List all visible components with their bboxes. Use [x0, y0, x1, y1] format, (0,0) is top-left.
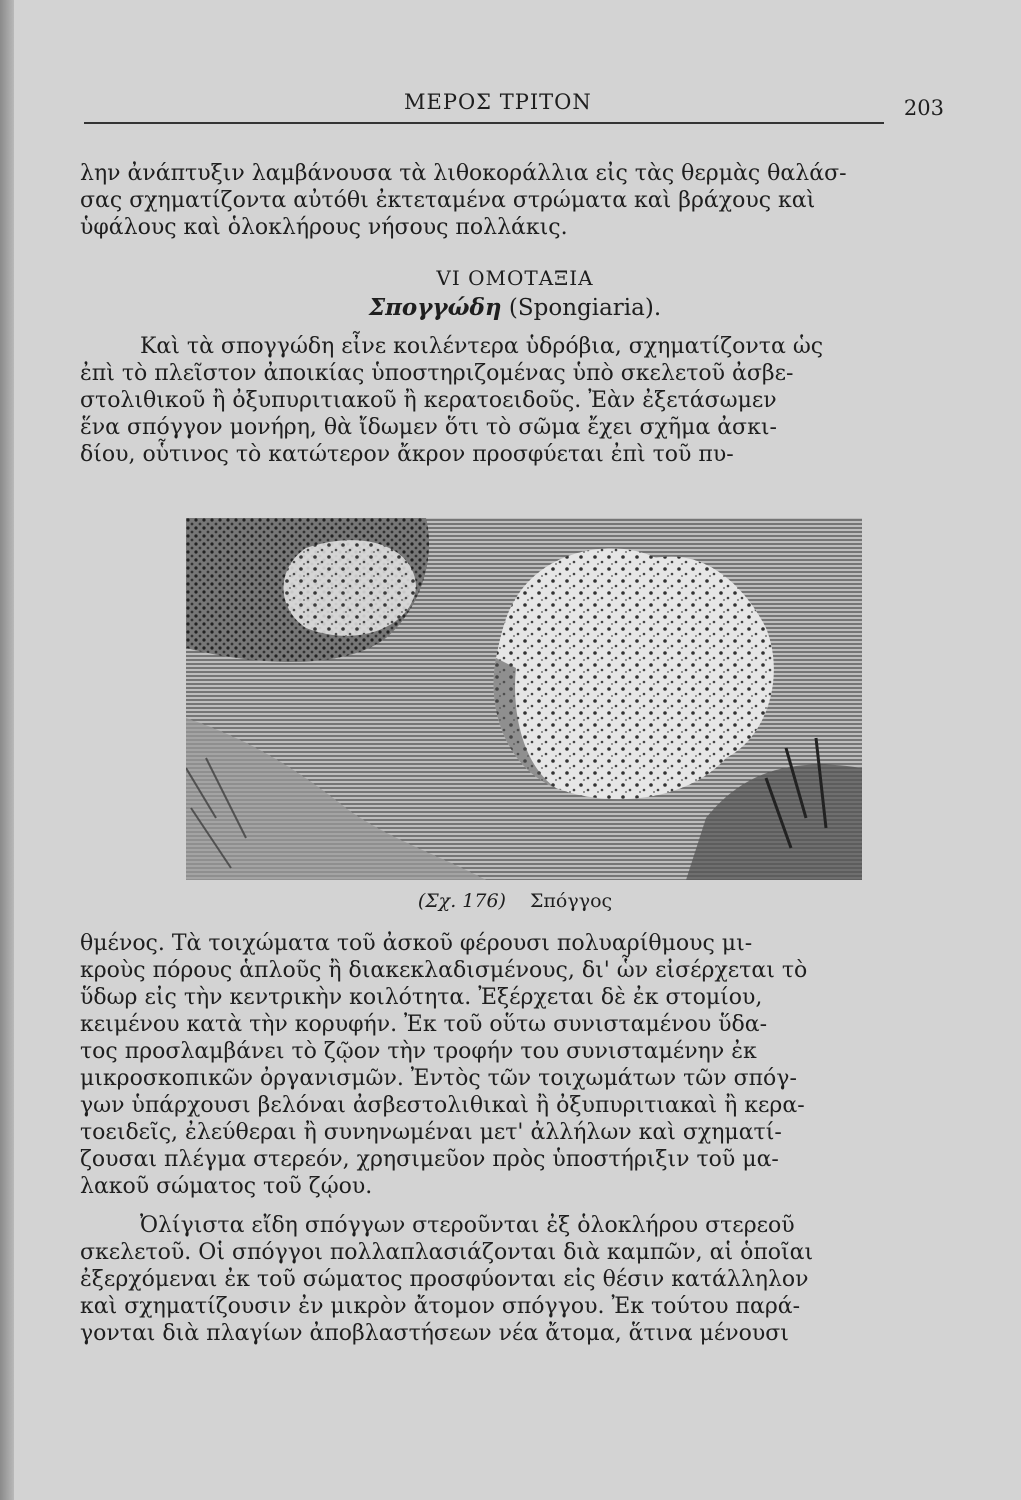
text-line: σας σχηματίζοντα αὐτόθι ἐκτεταμένα στρώματα καὶ βράχους καὶ	[80, 188, 816, 213]
text-line: γονται διὰ πλαγίων ἀποβλαστήσεων νέα ἄτομα, ἅτινα μένουσι	[80, 1321, 789, 1346]
figure-caption	[80, 890, 950, 912]
text-line: Ὀλίγιστα εἴδη σπόγγων στεροῦνται ἐξ ὁλοκλήρου στερεοῦ	[140, 1213, 795, 1238]
text-line: μικροσκοπικῶν ὀργανισμῶν. Ἐντὸς τῶν τοιχωμάτων τῶν σπόγ-	[80, 1066, 797, 1091]
text-line: στολιθικοῦ ἢ ὀξυπυριτιακοῦ ἢ κερατοειδοῦς. Ἐὰν ἐξετάσωμεν	[80, 388, 777, 413]
header-rule	[84, 122, 884, 124]
paragraph-intro	[80, 333, 950, 468]
sponge-engraving	[186, 518, 862, 880]
text-line: τοειδεῖς, ἐλεύθεραι ἢ συνηνωμέναι μετ' ἀλλήλων καὶ σχηματί-	[80, 1120, 782, 1145]
text-line: τος προσλαμβάνει τὸ ζῷον τὴν τροφήν του συνισταμένην ἐκ	[80, 1039, 757, 1064]
text-line: καὶ σχηματίζουσιν ἐν μικρὸν ἄτομον σπόγγου. Ἐκ τούτου παρά-	[80, 1294, 801, 1319]
text-line: ἐπὶ τὸ πλεῖστον ἀποικίας ὑποστηριζομένας ὑπὸ σκελετοῦ ἀσβε-	[80, 361, 794, 386]
text-line: σκελετοῦ. Οἱ σπόγγοι πολλαπλασιάζονται διὰ καμπῶν, αἱ ὁποῖαι	[80, 1240, 814, 1265]
figure-title: Σπόγγος	[530, 890, 613, 912]
text-line: ὑφάλους καὶ ὁλοκλήρους νήσους πολλάκις.	[80, 215, 568, 240]
text-line: ζουσαι πλέγμα στερεόν, χρησιμεῦον πρὸς ὑποστήριξιν τοῦ μα-	[80, 1147, 779, 1172]
heading-latin-name: (Spongiaria).	[508, 295, 662, 321]
text-line: κειμένου κατὰ τὴν κορυφήν. Ἐκ τοῦ οὕτω συνισταμένου ὕδα-	[80, 1012, 768, 1037]
running-title: ΜΕΡΟΣ ΤΡΙΤΟΝ	[404, 90, 592, 114]
text-line: ἐξερχόμεναι ἐκ τοῦ σώματος προσφύονται εἰς θέσιν κατάλληλον	[80, 1267, 809, 1292]
sponge-illustration	[186, 518, 862, 880]
text-line: ἕνα σπόγγον μονήρη, θὰ ἴδωμεν ὅτι τὸ σῶμα ἔχει σχῆμα ἀσκι-	[80, 415, 777, 440]
book-page	[14, 0, 1021, 1500]
text-line: ὕδωρ εἰς τὴν κεντρικὴν κοιλότητα. Ἐξέρχεται δὲ ἐκ στομίου,	[80, 985, 763, 1010]
text-line: λακοῦ σώματος τοῦ ζῴου.	[80, 1174, 373, 1199]
text-line: κροὺς πόρους ἁπλοῦς ἢ διακεκλαδισμένους, δι' ὧν εἰσέρχεται τὸ	[80, 958, 808, 983]
paragraph-description	[80, 930, 950, 1200]
text-line: δίου, οὗτινος τὸ κατώτερον ἄκρον προσφύεται ἐπὶ τοῦ πυ-	[80, 442, 734, 467]
text-line: θμένος. Τὰ τοιχώματα τοῦ ἀσκοῦ φέρουσι πολυαρίθμους μι-	[80, 931, 753, 956]
paragraph-reproduction	[80, 1212, 950, 1347]
running-header	[84, 88, 944, 124]
text-line: Καὶ τὰ σπογγώδη εἶνε κοιλέντερα ὑδρόβια, σχηματίζοντα ὡς	[140, 334, 824, 359]
subsection-heading	[80, 294, 950, 321]
figure-number: (Σχ. 176)	[417, 890, 506, 912]
book-binding-edge	[0, 0, 14, 1500]
page-number: 203	[903, 96, 944, 120]
section-heading: VI ΟΜΟΤΑΞΙΑ	[436, 266, 594, 290]
paragraph-continuation	[80, 160, 950, 241]
text-line: λην ἀνάπτυξιν λαμβάνουσα τὰ λιθοκοράλλια εἰς τὰς θερμὰς θαλάσ-	[80, 161, 847, 186]
heading-greek-name: Σπογγώδη	[368, 294, 502, 321]
text-line: γων ὑπάρχουσι βελόναι ἀσβεστολιθικαὶ ἢ ὀξυπυριτιακαὶ ἢ κερα-	[80, 1093, 805, 1118]
